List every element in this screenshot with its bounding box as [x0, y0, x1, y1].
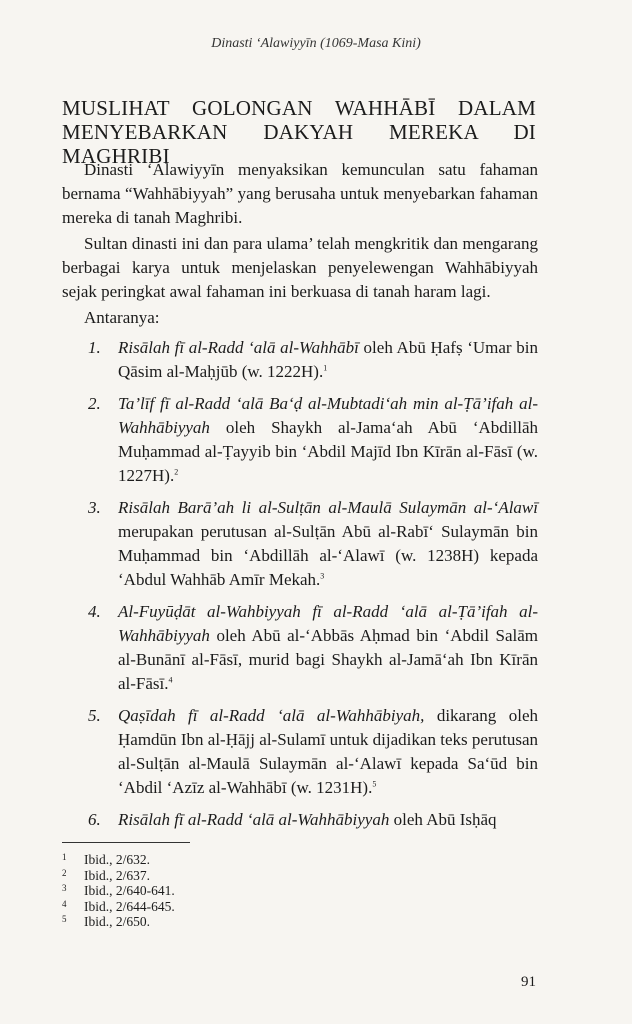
footnote [62, 883, 362, 899]
footnote-ref[interactable]: 1 [323, 363, 328, 373]
section-title-line-1: MUSLIHAT GOLONGAN WAHHĀBĪ DALAM [62, 96, 536, 120]
footnote-number: 4 [62, 898, 67, 909]
body-text [62, 158, 538, 840]
list-item-number: 4. [88, 602, 101, 621]
footnote-number: 2 [62, 867, 67, 878]
list-item [62, 704, 538, 800]
list-item [62, 496, 538, 592]
footnote-ref[interactable]: 3 [320, 571, 325, 581]
list-item [62, 600, 538, 696]
paragraph: Dinasti ‘Alawiyyīn menyaksikan kemunculan satu fahaman bernama “Wahhābiyyah” yang berusaha untuk menyebarkan fahaman mereka di tanah Maghribi. [62, 160, 538, 227]
footnote-ref[interactable]: 2 [174, 467, 179, 477]
footnote-number: 3 [62, 883, 67, 893]
work-title: Al-Fuyūḍāt al-Wahbiyyah fī al-Radd ‘alā al-Ṭā’ifah al-Wahhābiyyah [118, 602, 538, 645]
work-title: Risālah fī al-Radd ‘alā al-Wahhābī [118, 338, 359, 357]
list-item-text: merupakan perutusan al-Sulṭān Abū al-Rabī‘ Sulaymān bin Muḥammad bin ‘Abdillāh al-‘Alawī (w. 1238H) kepada ‘Abdul Wahhāb Amīr Mekah. [118, 522, 538, 589]
footnote-text: Ibid., 2/632. [84, 852, 150, 867]
list-item-text: oleh Shaykh al-Jama‘ah Abū ‘Abdillāh Muḥammad al-Ṭayyib bin ‘Abdil Majīd Ibn Kīrān al-Fāsī (w. 1227H). [118, 418, 538, 485]
list-item-number: 3. [88, 498, 101, 517]
footnote [62, 914, 362, 930]
list-item-text: dikarang oleh Ḥamdūn Ibn al-Ḥājj al-Sulamī untuk dijadikan teks perutusan al-Sulṭān al-Maulā Sulaymān al-‘Alawī kepada Sa‘ūd bin ‘Abdil ‘Azīz al-Wahhābī (w. 1231H). [118, 706, 538, 797]
footnote [62, 899, 362, 915]
paragraph: Sultan dinasti ini dan para ulama’ telah mengkritik dan mengarang berbagai karya untuk menjelaskan penyelewengan Wahhābiyyah sejak peringkat awal fahaman ini berkuasa di tanah haram lagi. [62, 234, 538, 301]
footnotes [62, 852, 362, 930]
footnote-ref[interactable]: 4 [168, 675, 173, 685]
work-title: Ta’līf fī al-Radd ‘alā Ba‘ḍ al-Mubtadi‘ah min al-Ṭā’ifah al-Wahhābiyyah [118, 394, 538, 437]
list-item-text: oleh Abū Ḥafṣ ‘Umar bin Qāsim al-Maḥjūb (w. 1222H). [118, 338, 538, 381]
list-item-number: 6. [88, 810, 101, 829]
list-item-number: 2. [88, 394, 101, 413]
footnote [62, 868, 362, 884]
footnote-text: Ibid., 2/650. [84, 914, 150, 929]
footnote [62, 852, 362, 868]
footnote-text: Ibid., 2/644-645. [84, 898, 175, 914]
list-item-number: 5. [88, 706, 101, 725]
list-item [62, 808, 538, 832]
running-header: Dinasti ‘Alawiyyīn (1069-Masa Kini) [211, 36, 421, 51]
footnote-text: Ibid., 2/637. [84, 867, 150, 883]
list-item-text: oleh Abū Isḥāq [389, 810, 497, 829]
work-title: Risālah fī al-Radd ‘alā al-Wahhābiyyah [118, 810, 390, 829]
list-item-text: oleh Abū al-‘Abbās Aḥmad bin ‘Abdil Salām al-Bunānī al-Fāsī, murid bagi Shaykh al-Jamā‘ah Ibn Kīrān al-Fāsī. [118, 626, 538, 693]
page-number: 91 [521, 974, 536, 990]
footnote-number: 1 [62, 852, 67, 862]
section-title-line-2: MENYEBARKAN DAKYAH MEREKA DI MAGHRIBI [62, 120, 536, 168]
footnote-text: Ibid., 2/640-641. [84, 883, 175, 898]
work-title: Qaṣīdah fī al-Radd ‘alā al-Wahhābiyah, [118, 706, 425, 725]
footnote-ref[interactable]: 5 [372, 779, 377, 789]
paragraph: Antaranya: [84, 308, 160, 327]
work-title: Risālah Barā’ah li al-Sulṭān al-Maulā Sulaymān al-‘Alawī [118, 498, 538, 517]
list-item [62, 336, 538, 384]
works-list [62, 336, 538, 832]
footnote-number: 5 [62, 914, 67, 924]
footnote-divider [62, 842, 190, 843]
list-item-number: 1. [88, 338, 101, 357]
list-item [62, 392, 538, 488]
